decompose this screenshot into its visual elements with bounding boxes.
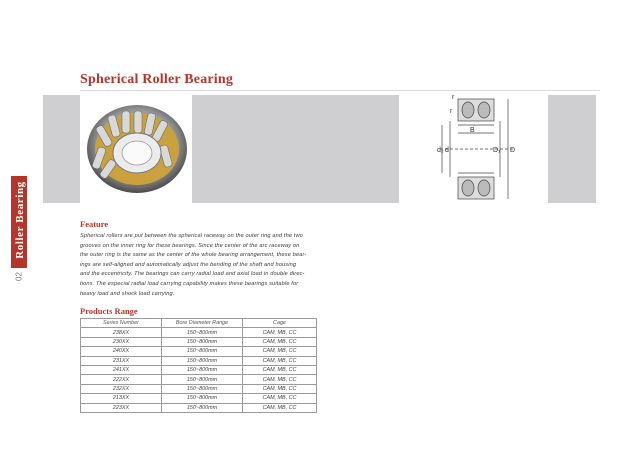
table-cell: 238XX	[81, 328, 162, 337]
table-row	[81, 403, 317, 412]
gray-band-right	[548, 95, 596, 203]
table-cell: CAM, MB, CC	[243, 394, 317, 403]
table-cell: CAM, MB, CC	[243, 403, 317, 412]
column-header: Series Number	[81, 319, 162, 328]
table-cell: 150~800mm	[162, 328, 243, 337]
title-divider	[80, 90, 600, 91]
gray-band-center	[192, 95, 399, 203]
table-cell: CAM, MB, CC	[243, 337, 317, 346]
table-cell: CAM, MB, CC	[243, 365, 317, 374]
table-row	[81, 365, 317, 374]
table-cell: 223XX	[81, 403, 162, 412]
table-row	[81, 337, 317, 346]
diagram-label-outer: D	[510, 147, 516, 154]
table-cell: CAM, MB, CC	[243, 384, 317, 393]
feature-line: heavy load and shock load carrying.	[80, 290, 175, 297]
table-cell: 230XX	[81, 337, 162, 346]
section-side-tab	[11, 176, 27, 268]
table-cell: CAM, MB, CC	[243, 356, 317, 365]
diagram-label-d1: D₁	[493, 147, 501, 154]
diagram-label-b: B	[470, 127, 475, 134]
table-row	[81, 375, 317, 384]
diagram-label-da: d₂	[437, 147, 444, 154]
table-cell: 231XX	[81, 356, 162, 365]
diagram-label-r-side: r	[450, 108, 453, 115]
feature-heading: Feature	[80, 219, 109, 229]
table-cell: 150~800mm	[162, 375, 243, 384]
table-cell: 150~800mm	[162, 384, 243, 393]
table-row	[81, 356, 317, 365]
table-cell: 150~800mm	[162, 403, 243, 412]
table-cell: 150~800mm	[162, 356, 243, 365]
table-cell: 150~800mm	[162, 347, 243, 356]
table-cell: 240XX	[81, 347, 162, 356]
diagram-label-r-top: r	[452, 95, 455, 101]
table-cell: 150~800mm	[162, 394, 243, 403]
table-cell: 150~800mm	[162, 337, 243, 346]
products-heading: Products Range	[80, 306, 138, 316]
table-cell: 241XX	[81, 365, 162, 374]
column-header: Cage	[243, 319, 317, 328]
table-row	[81, 328, 317, 337]
page-title: Spherical Roller Bearing	[80, 72, 234, 87]
table-cell: 150~800mm	[162, 365, 243, 374]
gray-band-left	[43, 95, 80, 203]
feature-line: tions. The especial radial load carrying capability makes these bearings suitable for	[80, 280, 299, 287]
products-table	[80, 318, 317, 413]
diagram-label-d: d	[445, 147, 449, 154]
feature-line: and the eccentricity. The bearings can carry radial load and axial load in double direc-	[80, 271, 305, 278]
page-number: 02	[14, 272, 24, 281]
table-header-row	[81, 319, 317, 328]
column-header: Bore Diameter Range	[162, 319, 243, 328]
bearing-cross-section-diagram	[430, 95, 530, 205]
table-row	[81, 384, 317, 393]
table-row	[81, 394, 317, 403]
feature-line: ings are self-aligned and automatically adjust the bending of the shaft and housing	[80, 261, 297, 268]
table-row	[81, 347, 317, 356]
feature-line: the outer ring is the same as the center of the whole bearing arrangement, these bear-	[80, 252, 307, 259]
side-tab-label: Roller Bearing	[14, 181, 26, 259]
feature-paragraph	[80, 232, 338, 299]
table-cell: 222XX	[81, 375, 162, 384]
table-cell: 213XX	[81, 394, 162, 403]
table-cell: 232XX	[81, 384, 162, 393]
feature-line: Spherical rollers are put between the spherical raceway on the outer ring and the two	[80, 233, 303, 239]
table-cell: CAM, MB, CC	[243, 375, 317, 384]
feature-line: grooves on the inner ring for these bearings. Since the center of the arc raceway on	[80, 242, 300, 249]
table-cell: CAM, MB, CC	[243, 347, 317, 356]
table-cell: CAM, MB, CC	[243, 328, 317, 337]
bearing-photo	[80, 95, 192, 203]
